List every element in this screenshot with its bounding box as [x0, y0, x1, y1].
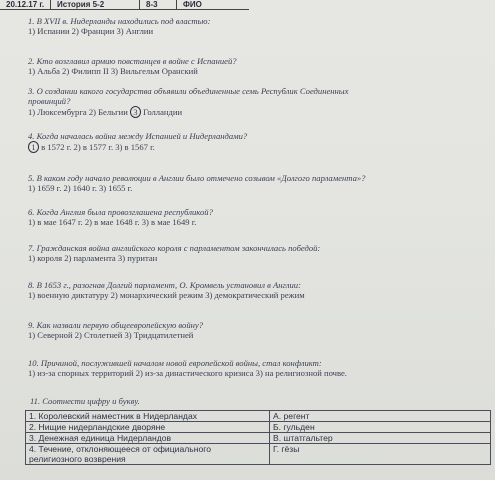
- question-1-title: 1. В XVII в. Нидерланды находились под властью:: [28, 16, 211, 26]
- question-3-answers: [28, 106, 490, 118]
- question-4: [28, 131, 490, 153]
- question-2: [28, 56, 490, 76]
- header-name: ФИО: [177, 0, 249, 10]
- question-6-title: 6. Когда Англия была провозглашена республикой?: [28, 207, 213, 217]
- question-10-title: 10. Причиной, послужившей началом новой европейской войны, стал конфликт:: [28, 358, 322, 368]
- matching-term-line1: 4. Течение, отклоняющееся от официального: [29, 444, 211, 454]
- table-row: [26, 433, 491, 444]
- matching-term: 3. Денежная единица Нидерландов: [26, 433, 270, 444]
- question-3: [28, 86, 490, 118]
- matching-definition: А. регент: [270, 411, 491, 422]
- header-row: [0, 0, 495, 9]
- question-9-title: 9. Как назвали первую общеевропейскую войну?: [28, 320, 204, 330]
- question-4-answer-b: в 1572 г. 2) в 1577 г. 3) в 1567 г.: [39, 142, 155, 152]
- matching-term: [26, 444, 270, 465]
- header-class: 8-3: [140, 0, 177, 10]
- question-7-answers: 1) короля 2) парламента 3) пуритан: [28, 253, 158, 263]
- question-4-title: 4. Когда началась война между Испанией и Нидерландами?: [28, 131, 248, 141]
- question-3-title-cont: провинций?: [28, 96, 71, 106]
- question-3-title: 3. О создании какого государства объявили объединенные семь Республик Соединенных: [28, 86, 349, 96]
- question-7: [28, 243, 490, 263]
- question-1-answers: 1) Испании 2) Франции 3) Англии: [28, 26, 154, 36]
- question-3-answer-a: 1) Люксембурга 2) Бельгии: [28, 107, 130, 117]
- question-7-title: 7. Гражданская война английского короля с парламентом закончилась победой:: [28, 243, 321, 253]
- table-row: [26, 444, 491, 465]
- question-8-title: 8. В 1653 г., разогнав Долгий парламент, О. Кромвель установил в Англии:: [28, 280, 301, 290]
- table-row: [26, 422, 491, 433]
- question-8-answers: 1) военную диктатуру 2) монархический режим 3) демократический режим: [28, 290, 305, 300]
- header-subject: История 5-2: [51, 0, 140, 10]
- question-6: [28, 207, 490, 227]
- question-10-answers: 1) из-за спорных территорий 2) из-за династического кризиса 3) на религиозной почве.: [28, 368, 347, 378]
- matching-title: 11. Соотнести цифру и букву.: [30, 396, 140, 406]
- question-2-answers: 1) Альба 2) Филипп II 3) Вильгельм Оранский: [28, 66, 198, 76]
- question-3-answer-b: Голландии: [140, 107, 183, 117]
- circled-answer-mark: 1: [28, 141, 39, 153]
- question-4-answers: [28, 141, 490, 153]
- matching-definition: Б. гульден: [270, 422, 491, 433]
- question-10: [28, 358, 490, 378]
- question-6-answers: 1) в мае 1647 г. 2) в мае 1648 г. 3) в мае 1649 г.: [28, 217, 197, 227]
- matching-definition: В. штатгальтер: [270, 433, 491, 444]
- matching-task: [30, 396, 492, 406]
- question-8: [28, 280, 490, 300]
- question-5-title: 5. В каком году начало революции в Англии было отмечено созывом «Долгого парламента»?: [28, 173, 366, 183]
- question-2-title: 2. Кто возглавил армию повстанцев в войне с Испанией?: [28, 56, 237, 66]
- matching-definition: Г. гёзы: [270, 444, 491, 465]
- matching-table: [25, 410, 491, 465]
- circled-answer-mark: 3: [130, 106, 141, 118]
- question-1: [28, 16, 490, 36]
- matching-term: 2. Нищие нидерландские дворяне: [26, 422, 270, 433]
- matching-term-line2: религиозного возврения: [29, 454, 126, 464]
- question-5: [28, 173, 490, 193]
- question-9: [28, 320, 490, 340]
- matching-term: 1. Королевский наместник в Нидерландах: [26, 411, 270, 422]
- question-9-answers: 1) Северной 2) Столетней 3) Тридцатилетней: [28, 330, 194, 340]
- question-5-answers: 1) 1659 г. 2) 1640 г. 3) 1655 г.: [28, 183, 133, 193]
- table-row: [26, 411, 491, 422]
- header-date: 20.12.17 г.: [0, 0, 51, 10]
